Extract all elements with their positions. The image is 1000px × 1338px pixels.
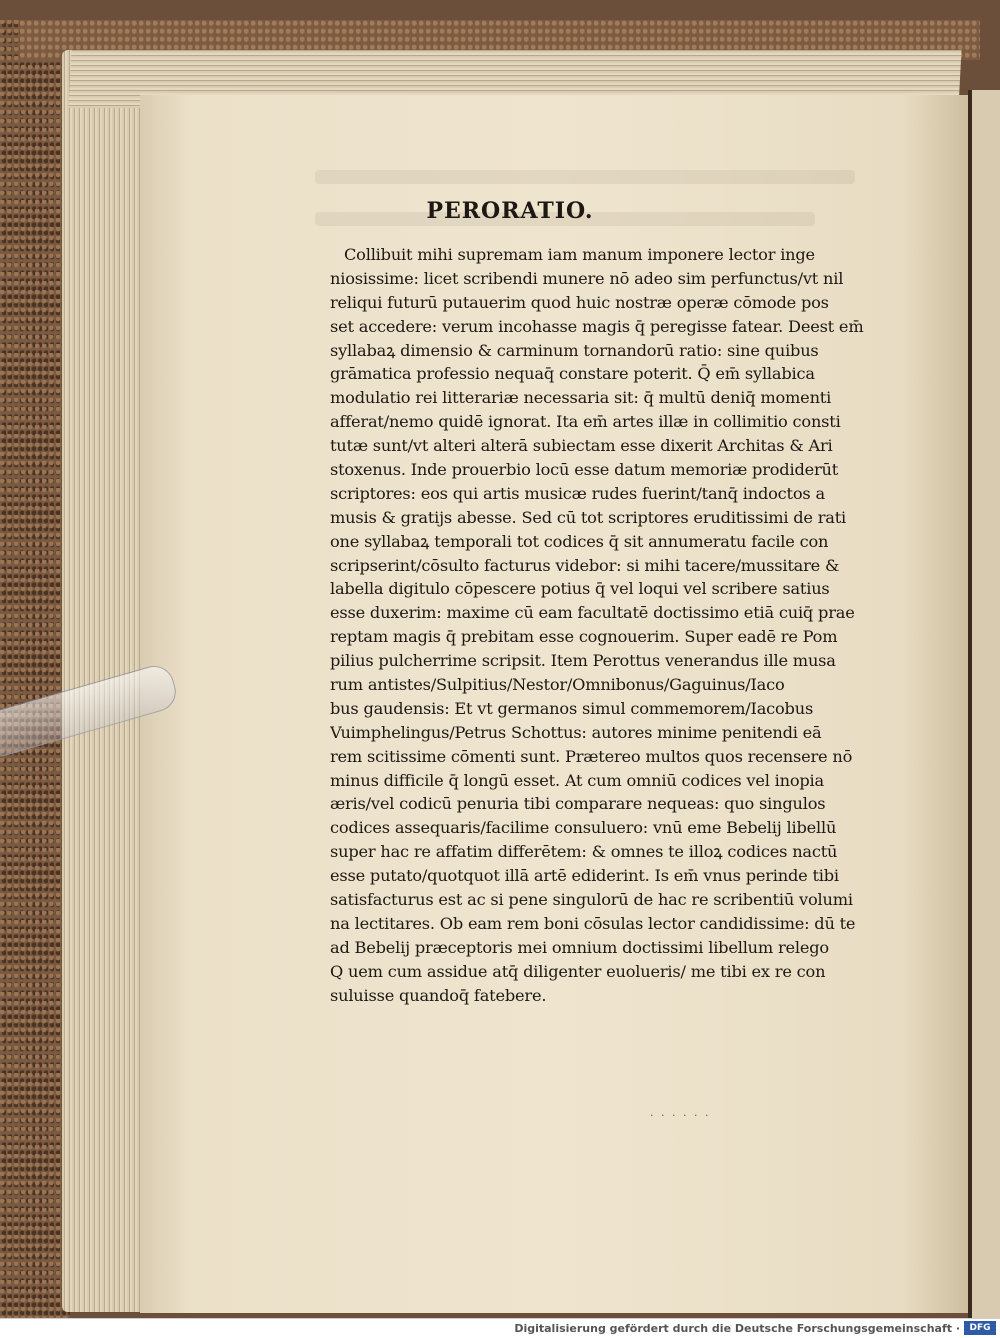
footer-credit: Digitalisierung gefördert durch die Deutsche Forschungsgemeinschaft ·: [514, 1322, 960, 1335]
text-line: na lectitares. Ob eam rem boni cōsulas lector candidissime: dū te: [330, 913, 856, 933]
text-line: Q uem cum assidue atq̄ diligenter euolueris/ me tibi ex re con: [330, 961, 826, 981]
text-line: rum antistes/Sulpitius/Nestor/Omnibonus/Gaguinus/Iaco: [330, 675, 785, 695]
bleed-through-line: [315, 170, 855, 184]
text-line: syllabaꝝ dimensio & carminum tornandorū ratio: sine quibus: [330, 340, 819, 360]
text-line: stoxenus. Inde prouerbio locū esse datum memoriæ prodiderūt: [330, 460, 839, 480]
text-line: reptam magis q̄ prebitam esse cognouerim. Super eadē re Pom: [330, 627, 838, 647]
text-line: satisfacturus est ac si pene singulorū de hac re scribentiū volumi: [330, 890, 853, 910]
text-line: esse duxerim: maxime cū eam facultatē doctissimo etiā cuiq̄ prae: [330, 603, 855, 623]
text-line: scripserint/cōsulto facturus videbor: si mihi tacere/mussitare &: [330, 555, 840, 575]
text-line: suluisse quandoq̄ fatebere.: [330, 985, 547, 1005]
page-title: PERORATIO.: [426, 198, 594, 224]
text-line: grāmatica professio nequaq̄ constare poterit. Q̄ em̄ syllabica: [330, 364, 815, 384]
text-line: codices assequaris/facilime consuluero: vnū eme Bebelij libellū: [330, 818, 837, 838]
signature-mark: . . . . . .: [650, 1106, 711, 1119]
text-line: labella digitulo cōpescere potius q̄ vel loqui vel scribere satius: [330, 579, 830, 599]
text-line: super hac re affatim differētem: & omnes te illoꝝ codices nactū: [330, 842, 838, 862]
text-line: pilius pulcherrime scripsit. Item Perottus venerandus ille musa: [330, 651, 836, 671]
footer-bar: [0, 1318, 1000, 1338]
text-line: set accedere: verum incohasse magis q̄ peregisse fatear. Deest em̄: [330, 316, 864, 336]
text-line: modulatio rei litterariæ necessaria sit: q̄ multū deniq̄ momenti: [330, 388, 832, 408]
text-line: niosissime: licet scribendi munere nō adeo sim perfunctus/vt nil: [330, 268, 844, 288]
text-line: esse putato/quotquot illā artē ediderint. Is em̄ vnus perinde tibi: [330, 866, 839, 886]
text-line: afferat/nemo quidē ignorat. Ita em̄ artes illæ in collimitio consti: [330, 412, 841, 432]
text-line: reliqui futurū putauerim quod huic nostræ operæ cōmode pos: [330, 292, 829, 312]
text-line: ad Bebelij præceptoris mei omnium doctissimi libellum relego: [330, 937, 829, 957]
text-line: musis & gratijs abesse. Sed cū tot scriptores eruditissimi de rati: [330, 507, 847, 527]
text-line: minus difficile q̄ longū esset. At cum omniū codices vel inopia: [330, 770, 824, 790]
text-line: Vuimphelingus/Petrus Schottus: autores minime penitendi eā: [330, 722, 822, 742]
text-line: æris/vel codicū penuria tibi comparare nequeas: quo singulos: [330, 794, 826, 814]
text-line: tutæ sunt/vt alteri alterā subiectam esse dixerit Architas & Ari: [330, 436, 833, 456]
text-line: rem scitissime cōmenti sunt. Prætereo multos quos recensere nō: [330, 746, 853, 766]
text-line: scriptores: eos qui artis musicæ rudes fuerint/tanq̄ indoctos a: [330, 483, 825, 503]
facing-page-edge: [968, 90, 1000, 1318]
text-line: one syllabaꝝ temporali tot codices q̄ sit annumeratu facile con: [330, 531, 829, 551]
dfg-logo-icon: DFG: [964, 1321, 996, 1335]
text-block: [330, 243, 890, 1008]
text-line: Collibuit mihi supremam iam manum imponere lector inge: [344, 245, 815, 264]
text-line: bus gaudensis: Et vt germanos simul commemorem/Iacobus: [330, 698, 814, 718]
leather-binding: [0, 20, 70, 1318]
